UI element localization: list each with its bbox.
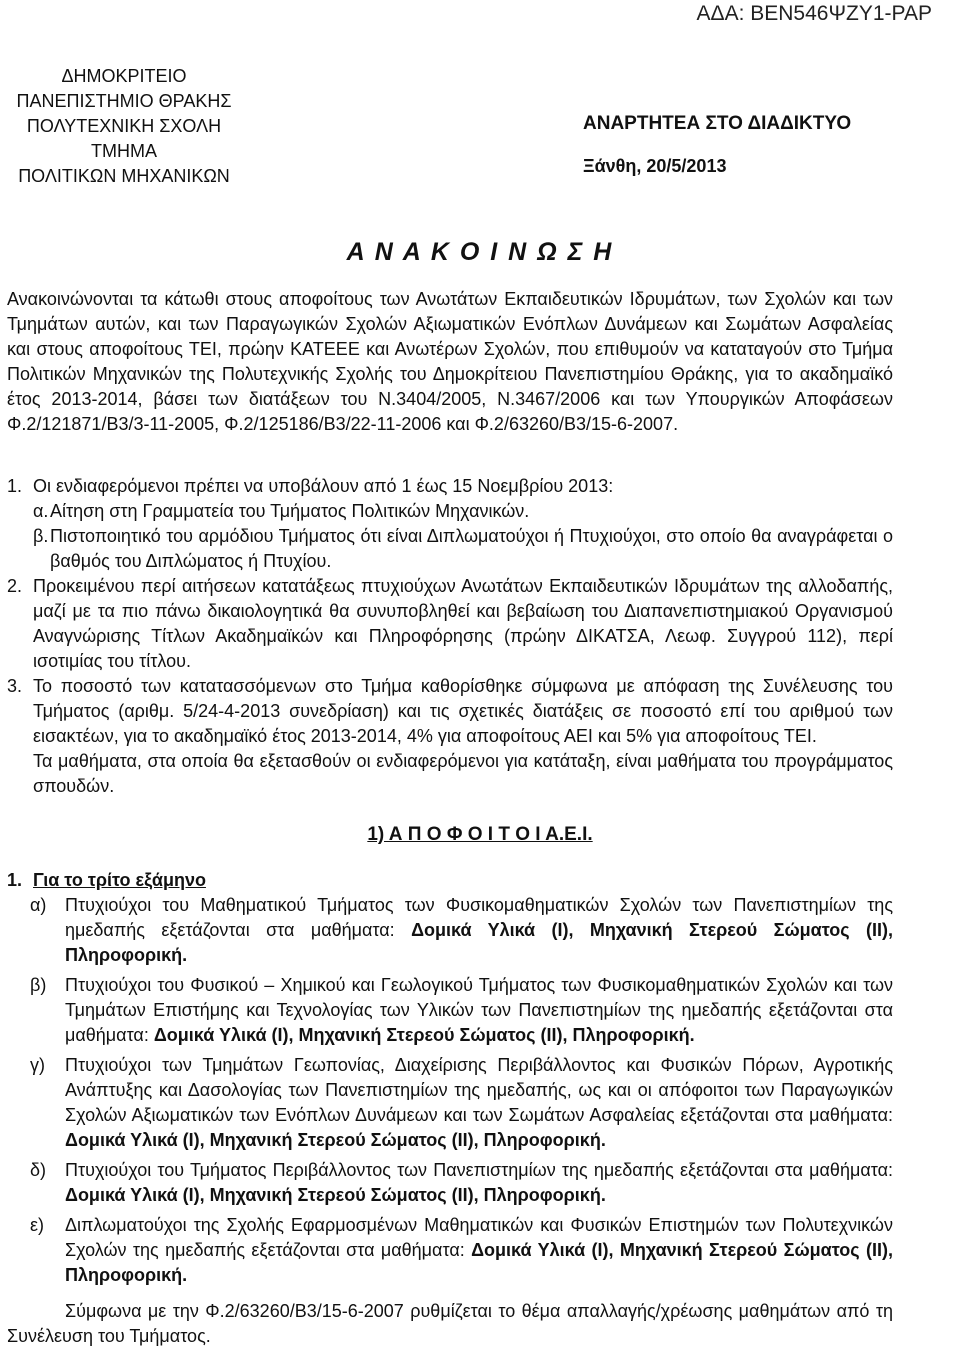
entry-b (7, 973, 893, 1048)
entry-d (7, 1158, 893, 1208)
semester-number: 1. (7, 870, 23, 890)
item-text: Προκειμένου περί αιτήσεων κατατάξεως πτυχιούχων Ανωτάτων Εκπαιδευτικών Ιδρυμάτων της αλλοδαπής, μαζί με τα πιο πάνω δικαιολογητικά θα συνυποβληθεί και βεβαίωση του Διαπανεπιστημιακού Οργανισμού Αναγνώρισης Τίτλων Ακαδημαϊκών και Πληροφόρησης (πρώην ΔΙΚΑΤΣΑ, Λεωφ. Συγγρού 112), περί ισοτιμίας του τίτλου. (33, 576, 893, 671)
entry-text: Πτυχιούχοι των Τμημάτων Γεωπονίας, Διαχείρισης Περιβάλλοντος και Φυσικών Πόρων, Αγροτικής Ανάπτυξης και Δασολογίας των Πανεπιστημίων της ημεδαπής, ως και οι απόφοιτοι των Παραγωγικών Σχολών Αξιωματικών των Ενόπλων Δυνάμεων και των Σωμάτων Ασφαλείας εξετάζονται στα μαθήματα: Δομικά Υλικά (Ι), Μηχανική Στερεού Σώματος (ΙΙ), Πληροφορική. (65, 1055, 893, 1150)
entry-c (7, 1053, 893, 1153)
posting-note: ΑΝΑΡΤΗΤΕΑ ΣΤΟ ΔΙΑΔΙΚΤΥΟ (583, 113, 852, 134)
list-item-3-extra (7, 749, 893, 799)
entry-text: Πτυχιούχοι του Μαθηματικού Τμήματος των Φυσικομαθηματικών Σχολών των Πανεπιστημίων της ημεδαπής εξετάζονται στα μαθήματα: Δομικά Υλικά (Ι), Μηχανική Στερεού Σώματος (ΙΙ), Πληροφορική. (65, 895, 893, 965)
sub-item-text: Πιστοποιητικό του αρμόδιου Τμήματος ότι είναι Διπλωματούχοι ή Πτυχιούχοι, στο οποίο θα αναγράφεται ο βαθμός του Διπλώματος ή Πτυχίου. (50, 526, 893, 571)
entry-text: Πτυχιούχοι του Φυσικού – Χημικού και Γεωλογικού Τμήματος των Φυσικομαθηματικών Σχολών και των Τμημάτων Επιστήμης και Τεχνολογίας των Υλικών των Πανεπιστημίων της ημεδαπής εξετάζονται στα μαθήματα: Δομικά Υλικά (Ι), Μηχανική Στερεού Σώματος (ΙΙ), Πληροφορική. (65, 975, 893, 1045)
entry-text: Πτυχιούχοι του Τμήματος Περιβάλλοντος των Πανεπιστημίων της ημεδαπής εξετάζονται στα μαθήματα: Δομικά Υλικά (Ι), Μηχανική Στερεού Σώματος (ΙΙ), Πληροφορική. (65, 1160, 893, 1205)
header-line-5: ΠΟΛΙΤΙΚΩΝ ΜΗΧΑΝΙΚΩΝ (18, 166, 230, 186)
entry-courses: Δομικά Υλικά (Ι), Μηχανική Στερεού Σώματος (ΙΙ), Πληροφορική. (153, 1025, 695, 1045)
sub-item-letter: β. (33, 526, 49, 546)
header-line-4: ΤΜΗΜΑ (91, 141, 157, 161)
entry-a (7, 893, 893, 968)
institution-header (8, 64, 240, 189)
item-number: 1. (7, 476, 23, 496)
section-title-text: 1) Α Π Ο Φ Ο Ι Τ Ο Ι Α.Ε.Ι. (367, 824, 593, 845)
semester-heading (7, 868, 893, 893)
intro-paragraph (7, 287, 893, 437)
item-text: Το ποσοστό των κατατασσόμενων στο Τμήμα καθορίσθηκε σύμφωνα με απόφαση της Συνέλευσης του Τμήματος (αριθμ. 5/24-4-2013 συνεδρίαση) και τις σχετικές διατάξεις σε ποσοστό επί του αριθμού των εισακτέων, για το ακαδημαϊκό έτος 2013-2014, 4% για αποφοίτους ΑΕΙ και 5% για αποφοίτους ΤΕΙ. (33, 676, 893, 746)
semester-heading-text: Για το τρίτο εξάμηνο (33, 870, 206, 890)
section-title (0, 824, 960, 846)
closing-text: Σύμφωνα με την Φ.2/63260/Β3/15-6-2007 ρυθμίζεται το θέμα απαλλαγής/χρέωσης μαθημάτων από τη Συνέλευση του Τμήματος. (7, 1301, 893, 1346)
entry-label: γ) (30, 1055, 45, 1075)
header-line-3: ΠΟΛΥΤΕΧΝΙΚΗ ΣΧΟΛΗ (26, 116, 222, 136)
header-line-1: ΔΗΜΟΚΡΙΤΕΙΟ (61, 66, 187, 86)
entry-label: ε) (30, 1215, 45, 1235)
numbered-list (7, 474, 893, 799)
list-item-3 (7, 674, 893, 749)
intro-text: Ανακοινώνονται τα κάτωθι στους αποφοίτους των Ανωτάτων Εκπαιδευτικών Ιδρυμάτων, των Σχολών και των Τμημάτων αυτών, και των Παραγωγικών Σχολών Αξιωματικών Ενόπλων Δυνάμεων και Σωμάτων Ασφαλείας και στους αποφοίτους ΤΕΙ, πρώην ΚΑΤΕΕΕ και Ανωτέρων Σχολών, που επιθυμούν να καταταγούν στο Τμήμα Πολιτικών Μηχανικών της Πολυτεχνικής Σχολής του Δημοκρίτειου Πανεπιστημίου Θράκης, για το ακαδημαϊκό έτος 2013-2014, βάσει των διατάξεων του Ν.3404/2005, Ν.3467/2006 και των Υπουργικών Αποφάσεων Φ.2/121871/Β3/3-11-2005, Φ.2/125186/Β3/22-11-2006 και Φ.2/63260/Β3/15-6-2007. (7, 289, 893, 434)
entry-courses: Δομικά Υλικά (Ι), Μηχανική Στερεού Σώματος (ΙΙ), Πληροφορική. (65, 1130, 606, 1150)
ada-code: ΑΔΑ: ΒΕΝ546ΨΖΥ1-ΡΑΡ (696, 2, 932, 25)
list-item-1 (7, 474, 893, 499)
sub-item-a (7, 499, 893, 524)
header-line-2: ΠΑΝΕΠΙΣΤΗΜΙΟ ΘΡΑΚΗΣ (16, 91, 232, 111)
entry-courses: Δομικά Υλικά (Ι), Μηχανική Στερεού Σώματος (ΙΙ), Πληροφορική. (65, 1185, 606, 1205)
item-text: Οι ενδιαφερόμενοι πρέπει να υποβάλουν από 1 έως 15 Νοεμβρίου 2013: (33, 476, 614, 496)
entry-courses: Δομικά Υλικά (Ι), Μηχανική Στερεού Σώματος (ΙΙ), Πληροφορική. (65, 1240, 893, 1285)
entry-courses: Δομικά Υλικά (Ι), Μηχανική Στερεού Σώματος (ΙΙ), Πληροφορική. (65, 920, 893, 965)
item-number: 2. (7, 576, 23, 596)
entry-label: δ) (30, 1160, 47, 1180)
document-title: Α Ν Α Κ Ο Ι Ν Ω Σ Η (346, 238, 614, 266)
semester-section (7, 868, 893, 1288)
entry-e (7, 1213, 893, 1288)
sub-item-b (7, 524, 893, 574)
entry-text: Διπλωματούχοι της Σχολής Εφαρμοσμένων Μαθηματικών και Φυσικών Επιστημών των Πολυτεχνικών Σχολών της ημεδαπής εξετάζονται στα μαθήματα: Δομικά Υλικά (Ι), Μηχανική Στερεού Σώματος (ΙΙ), Πληροφορική. (65, 1215, 893, 1285)
item-extra-text: Τα μαθήματα, στα οποία θα εξετασθούν οι ενδιαφερόμενοι για κατάταξη, είναι μαθήματα του προγράμματος σπουδών. (33, 751, 893, 796)
list-item-2 (7, 574, 893, 674)
place-date: Ξάνθη, 20/5/2013 (583, 156, 727, 176)
closing-paragraph (7, 1299, 893, 1349)
item-number: 3. (7, 676, 23, 696)
sub-item-letter: α. (33, 501, 49, 521)
entry-label: β) (30, 975, 47, 995)
sub-item-text: Αίτηση στη Γραμματεία του Τμήματος Πολιτικών Μηχανικών. (50, 501, 530, 521)
entry-label: α) (30, 895, 47, 915)
